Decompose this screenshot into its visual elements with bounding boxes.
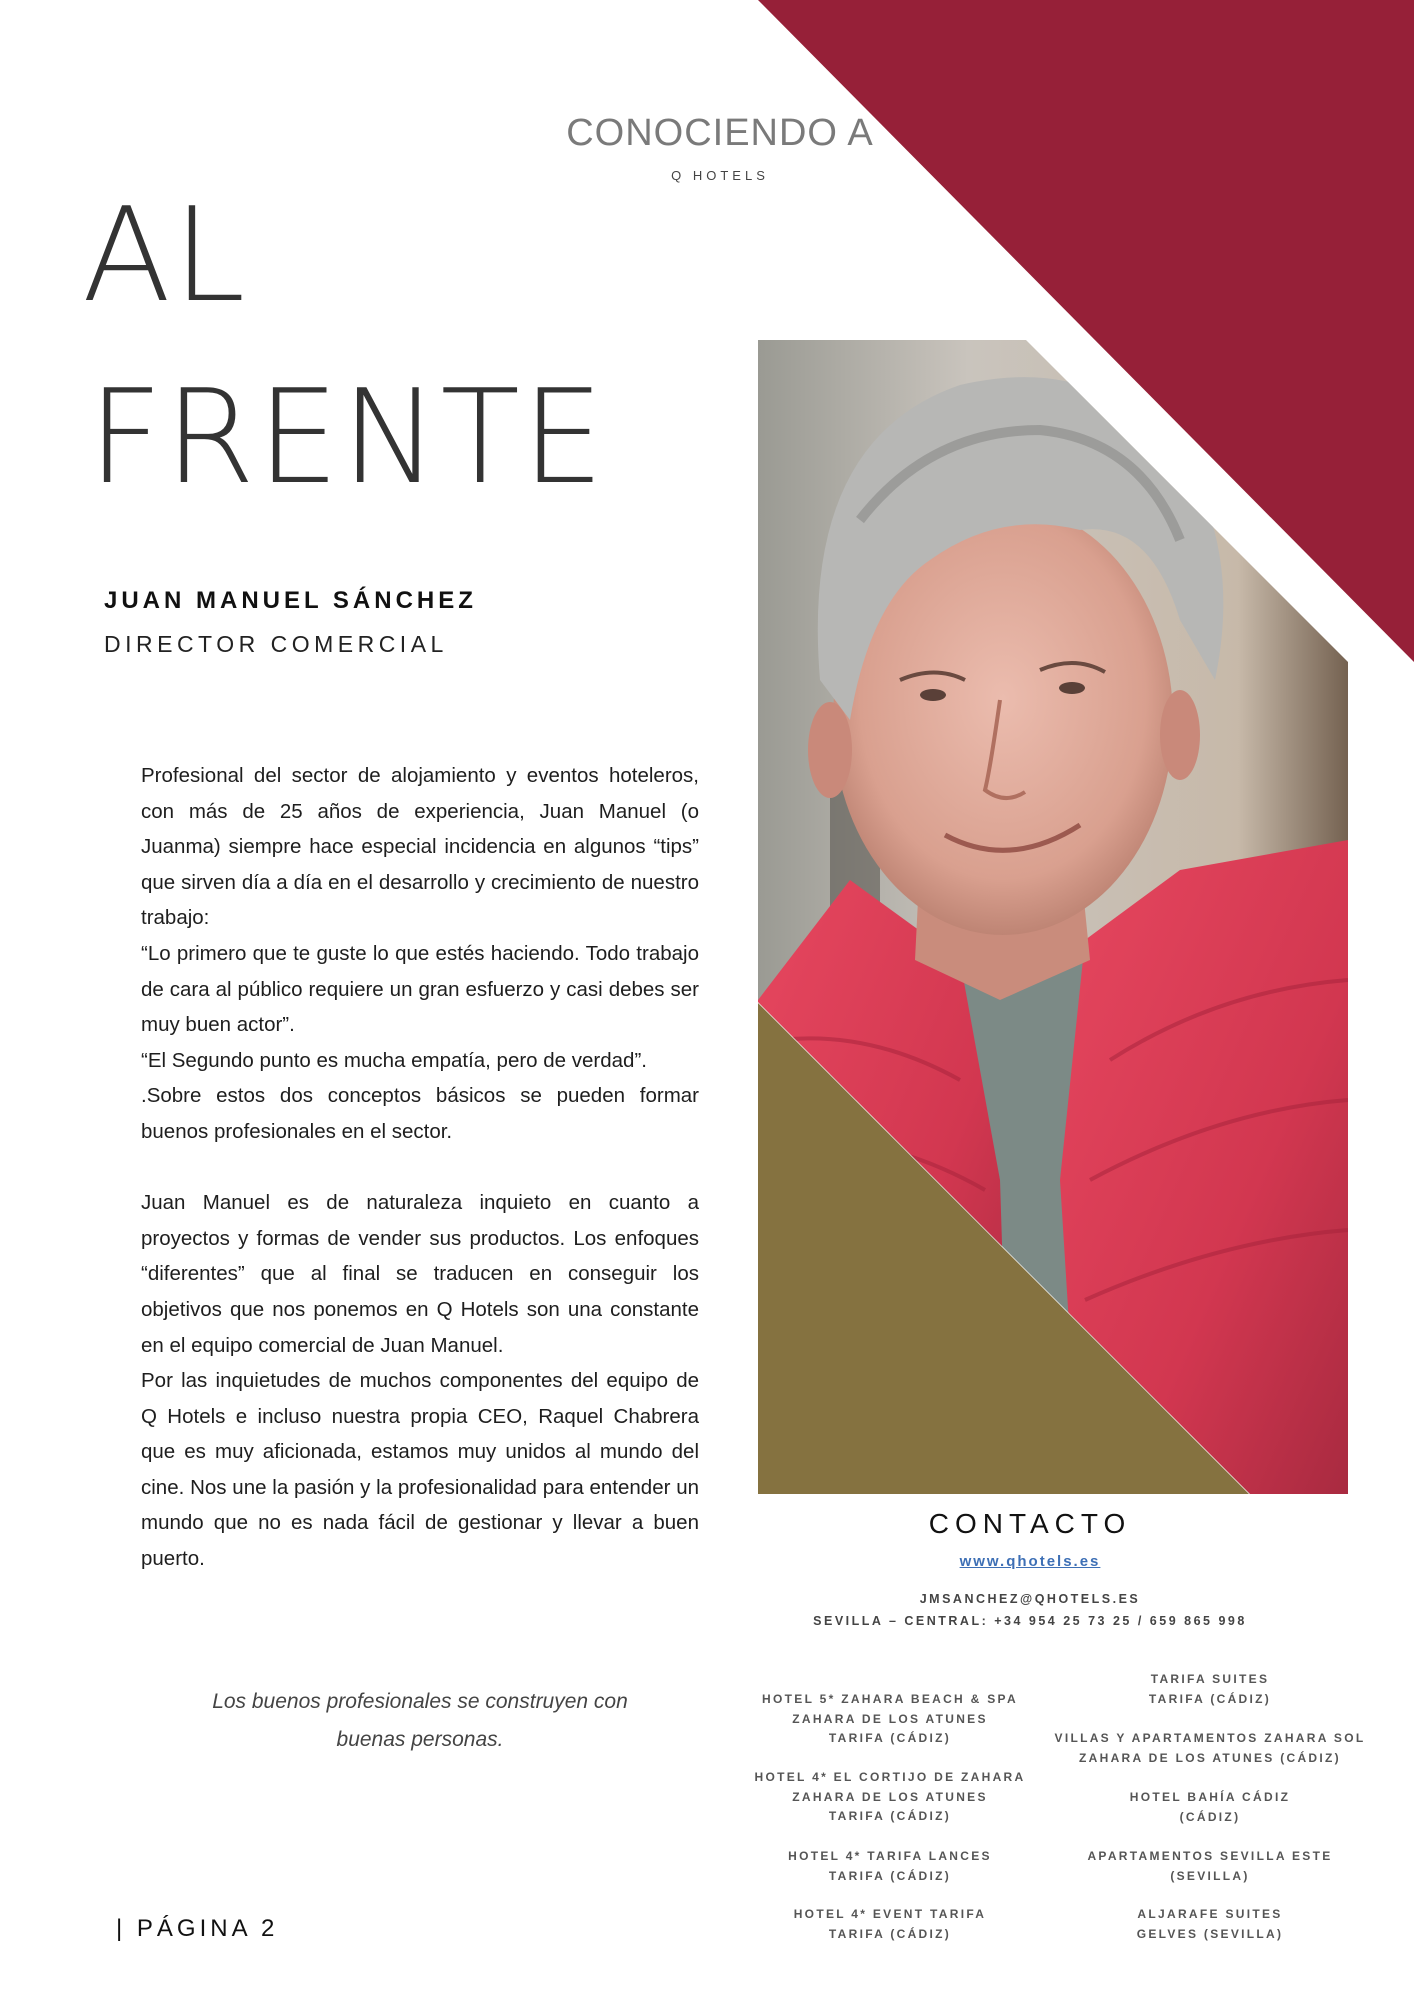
- paragraph: “Lo primero que te guste lo que estés haciendo. Todo trabajo de cara al público requiere un gran esfuerzo y casi debes ser muy buen actor”.: [141, 941, 699, 1037]
- hotel-entry: [1040, 1670, 1380, 1709]
- quote-line: Los buenos profesionales se construyen con: [212, 1690, 628, 1713]
- hotel-entry: [740, 1768, 1040, 1827]
- hotel-entry: [1040, 1847, 1380, 1886]
- hotel-location: ZAHARA DE LOS ATUNES: [792, 1711, 988, 1726]
- paragraph: Juan Manuel es de naturaleza inquieto en cuanto a proyectos y formas de vender sus productos. Los enfoques “diferentes” que al final se traducen en conseguir los objetivos que nos ponemos en Q Hotels son una constante en el equipo comercial de Juan Manuel.: [141, 1191, 699, 1357]
- hotel-name: VILLAS Y APARTAMENTOS ZAHARA SOL: [1054, 1731, 1366, 1745]
- website-link[interactable]: www.qhotels.es: [959, 1553, 1101, 1570]
- kicker-subtitle: Q HOTELS: [671, 168, 769, 183]
- page-number: | PÁGINA 2: [116, 1915, 279, 1942]
- article-body: [141, 758, 699, 1577]
- hotel-name: APARTAMENTOS SEVILLA ESTE: [1087, 1849, 1333, 1863]
- hotel-name: HOTEL BAHÍA CÁDIZ: [1129, 1790, 1291, 1804]
- hotel-location: ZAHARA DE LOS ATUNES (CÁDIZ): [1079, 1750, 1341, 1765]
- hotel-entry: [1040, 1905, 1380, 1944]
- person-name: JUAN MANUEL SÁNCHEZ: [104, 587, 477, 614]
- hotel-location: TARIFA (CÁDIZ): [828, 1809, 952, 1823]
- person-role: DIRECTOR COMERCIAL: [104, 631, 448, 657]
- headline-line-1: AL: [82, 179, 248, 331]
- paragraph: .Sobre estos dos conceptos básicos se pueden formar buenos profesionales en el sector.: [141, 1084, 699, 1143]
- hotel-name: TARIFA SUITES: [1150, 1672, 1270, 1686]
- pull-quote: [141, 1683, 699, 1759]
- headline-line-2: FRENTE: [88, 361, 607, 513]
- hotel-location: (SEVILLA): [1170, 1868, 1250, 1883]
- contact-email[interactable]: JMSANCHEZ@QHOTELS.ES: [919, 1592, 1141, 1606]
- paragraph: “El Segundo punto es mucha empatía, pero de verdad”.: [141, 1048, 647, 1072]
- contact-title: CONTACTO: [928, 1508, 1132, 1539]
- hotel-entry: [1040, 1729, 1380, 1768]
- hotel-location: TARIFA (CÁDIZ): [828, 1731, 952, 1745]
- contact-phone: SEVILLA – CENTRAL: +34 954 25 73 25 / 659 865 998: [813, 1614, 1247, 1628]
- hotel-location: (CÁDIZ): [1179, 1809, 1241, 1824]
- hotel-location: TARIFA (CÁDIZ): [1148, 1691, 1272, 1706]
- hotel-location: TARIFA (CÁDIZ): [828, 1926, 952, 1941]
- paragraph: Por las inquietudes de muchos componentes del equipo de Q Hotels e incluso nuestra propia CEO, Raquel Chabrera que es muy aficionada, estamos muy unidos al mundo del cine. Nos une la pasión y la profesionalidad para entender un mundo que no es nada fácil de gestionar y llevar a buen puerto.: [141, 1369, 699, 1571]
- hotel-entry: [740, 1690, 1040, 1749]
- kicker-title: CONOCIENDO A: [566, 112, 874, 154]
- hotel-name: HOTEL 5* ZAHARA BEACH & SPA: [762, 1692, 1018, 1706]
- hotel-location: ZAHARA DE LOS ATUNES: [792, 1789, 988, 1804]
- hotel-name: ALJARAFE SUITES: [1137, 1907, 1283, 1921]
- hotel-location: GELVES (SEVILLA): [1136, 1926, 1284, 1941]
- hotel-name: HOTEL 4* EVENT TARIFA: [793, 1907, 987, 1921]
- quote-line: buenas personas.: [336, 1728, 504, 1751]
- hotel-entry: [740, 1905, 1040, 1944]
- hotel-entry: [1040, 1788, 1380, 1827]
- hotel-name: HOTEL 4* TARIFA LANCES: [788, 1849, 992, 1863]
- hotel-name: HOTEL 4* EL CORTIJO DE ZAHARA: [754, 1770, 1026, 1784]
- hotel-entry: [740, 1847, 1040, 1886]
- paragraph-gap: [141, 1150, 699, 1186]
- hotel-location: TARIFA (CÁDIZ): [828, 1868, 952, 1883]
- paragraph: Profesional del sector de alojamiento y eventos hoteleros, con más de 25 años de experiencia, Juan Manuel (o Juanma) siempre hace especial incidencia en algunos “tips” que sirven día a día en el desarrollo y crecimiento de nuestro trabajo:: [141, 764, 699, 930]
